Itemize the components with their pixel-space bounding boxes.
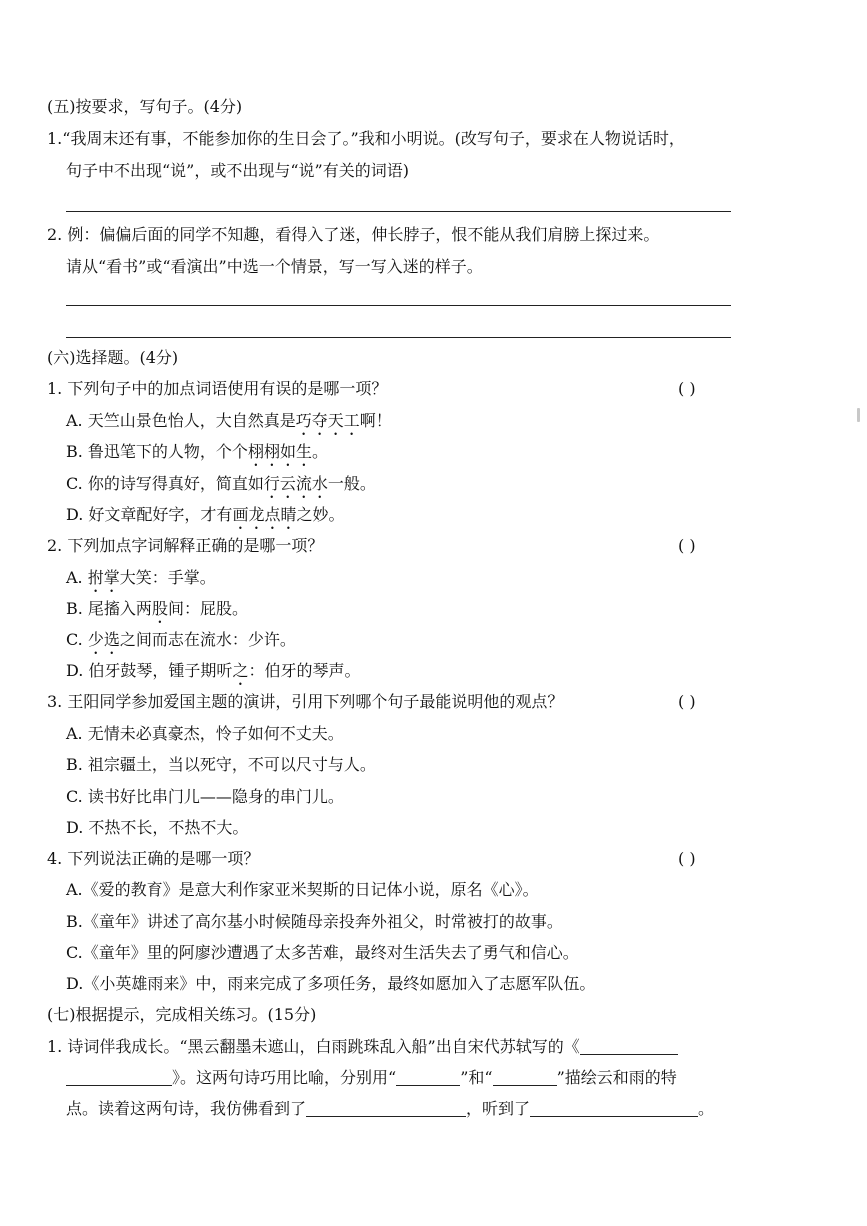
emphasis-word: 之 bbox=[232, 661, 249, 680]
s7-q1-line1: 1. 诗词伴我成长。“黑云翻墨未遮山，白雨跳珠乱入船”出自宋代苏轼写的《 bbox=[47, 1036, 678, 1058]
s5-q2-line1: 2. 例：偏偏后面的同学不知趣，看得入了迷，伸长脖子，恨不能从我们肩膀上探过来。 bbox=[47, 225, 660, 244]
emphasis-word: 画龙点睛 bbox=[232, 505, 297, 524]
section-7-heading: (七)根据提示，完成相关练习。(15分) bbox=[47, 1005, 317, 1024]
emphasis-word: 拊掌 bbox=[87, 568, 120, 587]
emphasis-word: 股 bbox=[151, 599, 168, 618]
blank-cloud-word[interactable] bbox=[396, 1069, 460, 1086]
s5-q2-line2: 请从“看书”或“看演出”中选一个情景，写一写入迷的样子。 bbox=[66, 257, 483, 276]
s5-q1-answer-line[interactable] bbox=[66, 211, 731, 212]
s6-q2-option-a: A. 拊掌大笑：手掌。 bbox=[66, 568, 216, 587]
s5-q2-answer-line-1[interactable] bbox=[66, 305, 731, 306]
s6-q2-option-c: C. 少选之间而志在流水：少许。 bbox=[66, 630, 296, 649]
s6-q3-option-b: B. 祖宗疆土，当以死守，不可以尺寸与人。 bbox=[66, 755, 376, 774]
scan-mark bbox=[857, 408, 860, 422]
s5-q1-line1: 1.“我周末还有事，不能参加你的生日会了。”我和小明说。(改写句子，要求在人物说话时， bbox=[47, 129, 685, 148]
s6-q4-stem: 4. 下列说法正确的是哪一项？ bbox=[47, 849, 260, 868]
section-5-heading: (五)按要求，写句子。(4分) bbox=[47, 97, 243, 116]
s6-q1-option-c: C. 你的诗写得真好，简直如行云流水一般。 bbox=[66, 474, 376, 493]
section-6-heading: (六)选择题。(4分) bbox=[47, 348, 179, 367]
emphasis-word: 行云流水 bbox=[263, 474, 328, 493]
s6-q4-option-d: D.《小英雄雨来》中，雨来完成了多项任务，最终如愿加入了志愿军队伍。 bbox=[66, 974, 596, 993]
s6-q3-option-c: C. 读书好比串门儿——隐身的串门儿。 bbox=[66, 787, 344, 806]
blank-poem-title-part1[interactable] bbox=[580, 1038, 678, 1055]
s7-q1-line2: 》。这两句诗巧用比喻，分别用“ ”和“ ”描绘云和雨的特 bbox=[66, 1067, 677, 1089]
s6-q3-option-a: A. 无情未必真豪杰，怜子如何不丈夫。 bbox=[66, 724, 344, 743]
s6-q2-option-b: B. 尾搐入两股间：屁股。 bbox=[66, 599, 248, 618]
blank-rain-word[interactable] bbox=[493, 1069, 557, 1086]
s6-q4-option-a: A.《爱的教育》是意大利作家亚米契斯的日记体小说，原名《心》。 bbox=[66, 880, 539, 899]
s6-q4-answer-paren[interactable]: ( ) bbox=[678, 849, 696, 868]
s6-q3-stem: 3. 王阳同学参加爱国主题的演讲，引用下列哪个句子最能说明他的观点？ bbox=[47, 692, 564, 711]
s6-q4-option-c: C.《童年》里的阿廖沙遭遇了太多苦难，最终对生活失去了勇气和信心。 bbox=[66, 943, 579, 962]
emphasis-word: 巧夺天工 bbox=[295, 411, 360, 430]
s6-q1-option-a: A. 天竺山景色怡人，大自然真是巧夺天工啊！ bbox=[66, 411, 392, 430]
s6-q3-option-d: D. 不热不长，不热不大。 bbox=[66, 818, 249, 837]
s6-q2-answer-paren[interactable]: ( ) bbox=[678, 536, 696, 555]
s6-q1-stem: 1. 下列句子中的加点词语使用有误的是哪一项？ bbox=[47, 379, 388, 398]
emphasis-word: 栩栩如生 bbox=[247, 442, 312, 461]
s6-q4-option-b: B.《童年》讲述了高尔基小时候随母亲投奔外祖父，时常被打的故事。 bbox=[66, 912, 563, 931]
s6-q1-option-b: B. 鲁迅笔下的人物，个个栩栩如生。 bbox=[66, 442, 328, 461]
s6-q2-option-d: D. 伯牙鼓琴，锺子期听之：伯牙的琴声。 bbox=[66, 661, 361, 680]
s5-q1-line2: 句子中不出现“说”，或不出现与“说”有关的词语) bbox=[66, 161, 409, 180]
blank-poem-title-part2[interactable] bbox=[66, 1069, 172, 1086]
s6-q1-option-d: D. 好文章配好字，才有画龙点睛之妙。 bbox=[66, 505, 345, 524]
s7-q1-line3: 点。读着这两句诗，我仿佛看到了 ，听到了 。 bbox=[66, 1099, 715, 1118]
blank-saw[interactable] bbox=[306, 1100, 466, 1117]
s6-q2-stem: 2. 下列加点字词解释正确的是哪一项？ bbox=[47, 536, 324, 555]
s6-q1-answer-paren[interactable]: ( ) bbox=[678, 379, 696, 398]
s5-q2-answer-line-2[interactable] bbox=[66, 337, 731, 338]
blank-heard[interactable] bbox=[530, 1100, 698, 1117]
s6-q3-answer-paren[interactable]: ( ) bbox=[678, 692, 696, 711]
emphasis-word: 少选 bbox=[87, 630, 120, 649]
